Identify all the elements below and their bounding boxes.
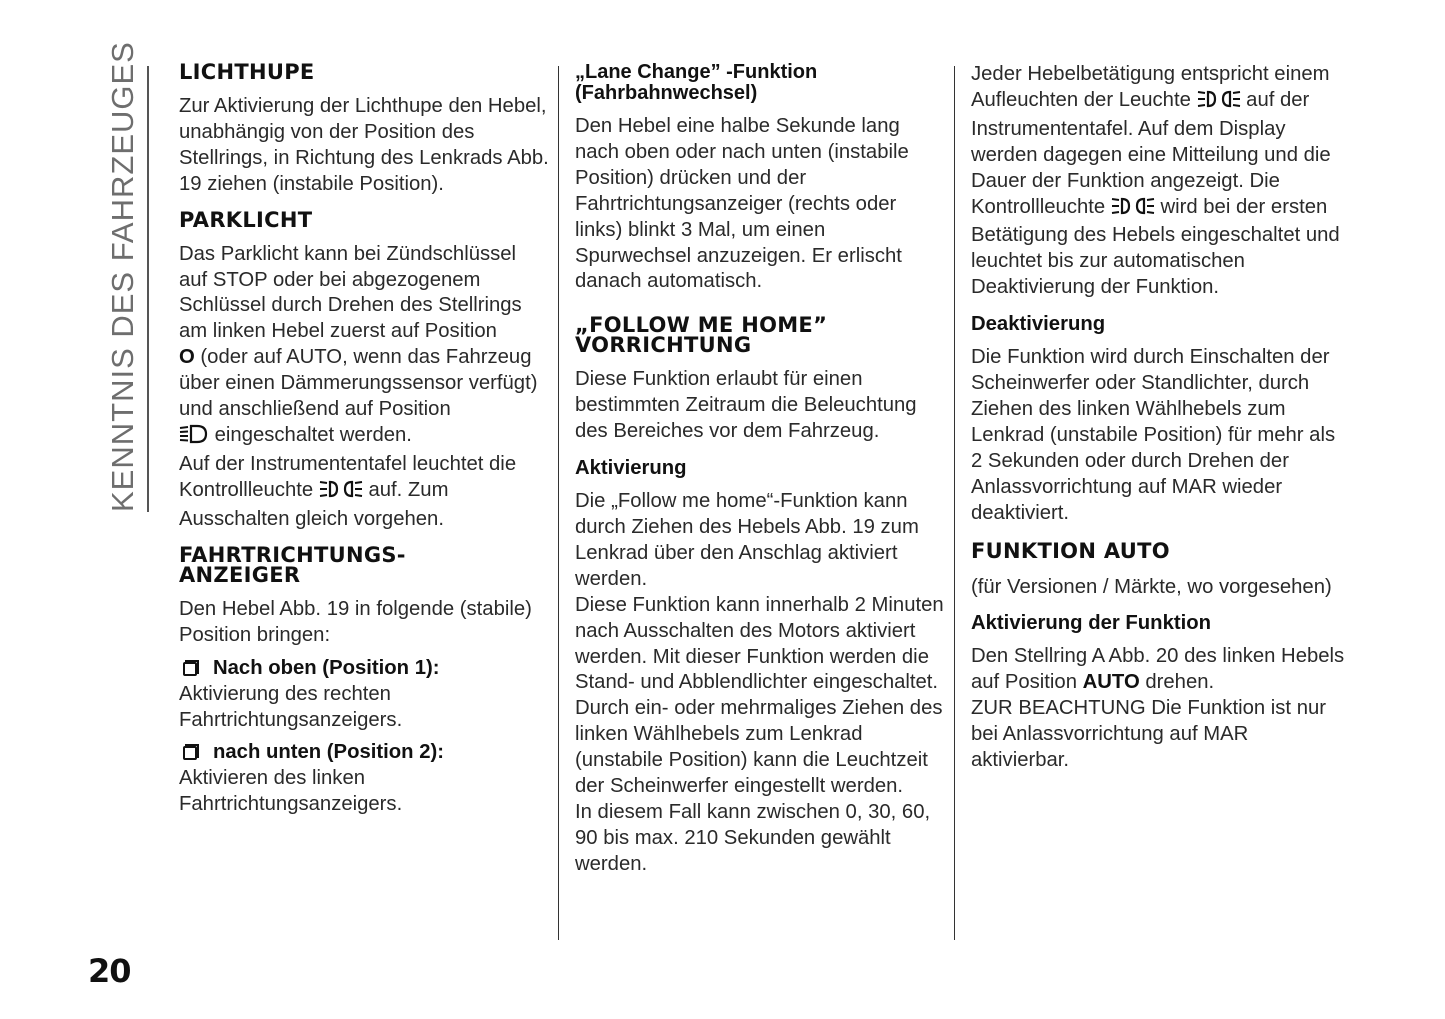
- fahrt-text: Den Hebel Abb. 19 in folgende (stabile) Position bringen:: [179, 597, 532, 646]
- heading-lane-line-2: (Fahrbahnwechsel): [575, 82, 758, 104]
- column-1: [179, 62, 549, 830]
- aktivierung-text-4: In diesem Fall kann zwischen 0, 30, 60, 90 bis max. 210 Sekunden gewählt werden.: [575, 800, 931, 875]
- parking-light-icon: [179, 424, 209, 452]
- heading-lane-line-1: „Lane Change” -Funktion: [575, 61, 818, 83]
- heading-lichthupe: LICHTHUPE: [179, 60, 315, 84]
- akt-funktion-text-3: ZUR BEACHTUNG Die Funktion ist nur bei Anlassvorrichtung auf MAR aktivierbar.: [971, 697, 1327, 772]
- heading-fahrt-line-2: ANZEIGER: [179, 562, 301, 587]
- bullet-box-icon: [183, 746, 197, 760]
- intro-text-2: auf der Instrumententafel. Auf dem Display werden dagegen eine Mitteilung und die Dauer der Funktion angezeigt. Die Kontrollleuchte: [971, 88, 1331, 218]
- heading-aktivierung-der-funktion: Aktivierung der Funktion: [971, 612, 1212, 635]
- bullet-1-text: Aktivierung des rechten Fahrtrichtungsanzeigers.: [179, 683, 403, 732]
- parklicht-text-1: Das Parklicht kann bei Zündschlüssel auf STOP oder bei abgezogenem Schlüssel durch Drehen des Stellrings am linken Hebel zuerst auf Position: [179, 242, 522, 343]
- deaktivierung-text: Die Funktion wird durch Einschalten der Scheinwerfer oder Standlichter, durch Ziehen des linken Wählhebels zum Lenkrad (unstabile Position) für mehr als 2 Sekunden oder durch Drehen der Anlassvorrichtung auf MAR wieder deaktiviert.: [971, 346, 1336, 524]
- heading-follow-me-home: [575, 313, 945, 358]
- heading-fahrt-line-1: FAHRTRICHTUNGS-: [179, 542, 406, 567]
- heading-follow-line-2: VORRICHTUNG: [575, 333, 752, 358]
- side-light-indicator-icon: [319, 479, 363, 507]
- auto-note: (für Versionen / Märkte, wo vorgesehen): [971, 575, 1332, 598]
- intro-paragraph: [971, 62, 1351, 301]
- chapter-side-title: KENNTNIS DES FAHRZEUGES: [105, 41, 140, 512]
- aktivierung-text-3: Durch ein- oder mehrmaliges Ziehen des linken Wählhebels zum Lenkrad (unstabile Position) kann die Leuchtzeit der Scheinwerfer eingestellt werden.: [575, 697, 943, 798]
- parklicht-text-2: (oder auf AUTO, wenn das Fahrzeug über einen Dämmerungssensor verfügt) und anschließend auf Position: [179, 346, 538, 421]
- column-divider-2: [954, 66, 955, 940]
- bullet-1-label: Nach oben (Position 1):: [213, 657, 440, 680]
- aktivierung-text-2: Diese Funktion kann innerhalb 2 Minuten nach Ausschalten des Motors aktiviert werden. Mit dieser Funktion werden die Stand- und Abblendlichter eingeschaltet.: [575, 593, 944, 694]
- side-light-indicator-icon: [1197, 89, 1241, 117]
- lane-change-text: Den Hebel eine halbe Sekunde lang nach oben oder nach unten (instabile Position) drücken und der Fahrtrichtungsanzeiger (rechts oder links) blinkt 3 Mal, um einen Spurwechsel anzuzeigen. Er erlischt danach automatisch.: [575, 115, 909, 293]
- bullet-2-text: Aktivieren des linken Fahrtrichtungsanzeigers.: [179, 767, 403, 815]
- follow-text: Diese Funktion erlaubt für einen bestimmten Zeitraum die Beleuchtung des Bereiches vor dem Fahrzeug.: [575, 368, 917, 443]
- akt-funktion-text-2: drehen.: [1139, 671, 1215, 694]
- bullet-2-label: nach unten (Position 2):: [213, 741, 444, 764]
- heading-parklicht: PARKLICHT: [179, 207, 313, 232]
- column-2: [575, 62, 945, 878]
- parklicht-position-o: O: [179, 346, 195, 369]
- intro-text-3: wird bei der ersten Betätigung des Hebels eingeschaltet und leuchtet bis zur automatischen Deaktivierung der Funktion.: [971, 195, 1340, 299]
- heading-funktion-auto: FUNKTION AUTO: [971, 538, 1170, 563]
- lichthupe-text: Zur Aktivierung der Lichthupe den Hebel, unabhängig von der Position des Stellrings, in Richtung des Lenkrads Abb. 19 ziehen (instabile Position).: [179, 95, 549, 195]
- parklicht-text-5: auf. Zum Ausschalten gleich vorgehen.: [179, 478, 449, 530]
- akt-funktion-text-1: Den Stellring A Abb. 20 des linken Hebels auf Position: [971, 645, 1345, 694]
- page-number: 20: [88, 952, 131, 990]
- intro-text-1: Jeder Hebelbetätigung entspricht einem Aufleuchten der Leuchte: [971, 63, 1330, 111]
- side-light-indicator-icon: [1111, 196, 1155, 224]
- heading-lane-change: [575, 62, 945, 104]
- aktivierung-text-1: Die „Follow me home“-Funktion kann durch Ziehen des Hebels Abb. 19 zum Lenkrad über den Anschlag aktiviert werden.: [575, 490, 919, 590]
- akt-funktion-paragraph: [971, 644, 1351, 696]
- bullet-box-icon: [183, 662, 197, 676]
- parklicht-text-4: Auf der Instrumententafel leuchtet die Kontrollleuchte: [179, 452, 517, 501]
- heading-aktivierung: Aktivierung: [575, 457, 687, 480]
- akt-funktion-auto: AUTO: [1082, 671, 1140, 694]
- parklicht-paragraph: [179, 242, 549, 533]
- heading-follow-line-1: „FOLLOW ME HOME”: [575, 313, 828, 338]
- parklicht-text-3: eingeschaltet werden.: [209, 423, 412, 446]
- heading-deaktivierung: Deaktivierung: [971, 313, 1106, 336]
- bullet-2-heading: [179, 740, 549, 766]
- column-3: [971, 62, 1351, 774]
- bullet-1-heading: [179, 656, 549, 682]
- side-divider: [147, 66, 149, 512]
- heading-fahrtrichtungsanzeiger: [179, 542, 549, 587]
- column-divider-1: [558, 66, 559, 940]
